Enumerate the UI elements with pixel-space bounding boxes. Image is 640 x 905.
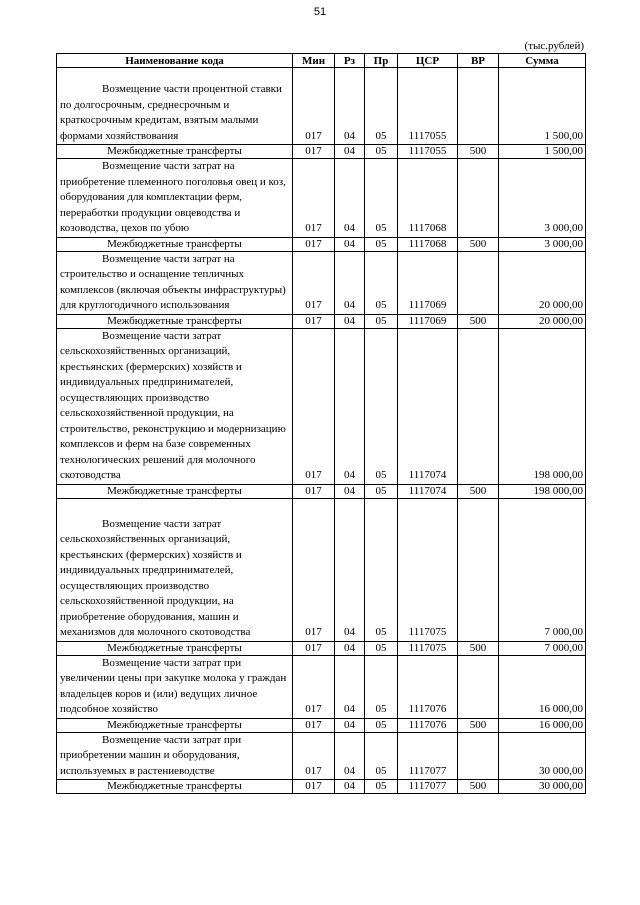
table-row xyxy=(57,68,586,145)
row-name: Межбюджетные трансферты xyxy=(57,314,293,328)
row-sum: 7 000,00 xyxy=(499,641,586,655)
row-pr: 05 xyxy=(365,251,398,314)
row-vr: 500 xyxy=(458,484,499,498)
row-pr: 05 xyxy=(365,328,398,484)
row-csr: 1117076 xyxy=(398,718,458,732)
row-sum: 16 000,00 xyxy=(499,655,586,718)
row-name-text: Возмещение части затрат при увеличении цены при закупке молока у граждан владельцев коров и (или) ведущих личное подсобное хозяйство xyxy=(60,656,287,715)
table-row xyxy=(57,498,586,641)
row-csr: 1117069 xyxy=(398,314,458,328)
row-rz: 04 xyxy=(335,498,365,641)
row-rz: 04 xyxy=(335,655,365,718)
row-csr: 1117076 xyxy=(398,655,458,718)
row-name-text: Возмещение части затрат при приобретении машин и оборудования, используемых в растениеводстве xyxy=(60,733,242,777)
row-vr: 500 xyxy=(458,237,499,251)
row-min: 017 xyxy=(293,251,335,314)
row-csr: 1117055 xyxy=(398,145,458,159)
table-row xyxy=(57,655,586,718)
row-vr xyxy=(458,655,499,718)
row-pr: 05 xyxy=(365,237,398,251)
table-row xyxy=(57,328,586,484)
row-csr: 1117074 xyxy=(398,328,458,484)
table-row xyxy=(57,314,586,328)
table-row xyxy=(57,159,586,238)
row-name-text: Возмещение части затрат сельскохозяйственных организаций, крестьянских (фермерских) хозяйств и индивидуальных предпринимателей, осуществляющих производство сельскохозяйственной продукции, на приобретение оборудования, машин и механизмов для молочного скотоводства xyxy=(60,517,251,638)
row-name: Межбюджетные трансферты xyxy=(57,484,293,498)
row-name: Межбюджетные трансферты xyxy=(57,718,293,732)
row-sum: 198 000,00 xyxy=(499,328,586,484)
row-rz: 04 xyxy=(335,145,365,159)
row-rz: 04 xyxy=(335,314,365,328)
row-pr: 05 xyxy=(365,780,398,794)
row-rz: 04 xyxy=(335,328,365,484)
header-name: Наименование кода xyxy=(57,54,293,68)
budget-table xyxy=(56,53,586,794)
row-csr: 1117077 xyxy=(398,732,458,780)
row-name: Межбюджетные трансферты xyxy=(57,780,293,794)
row-sum: 1 500,00 xyxy=(499,68,586,145)
row-min: 017 xyxy=(293,641,335,655)
table-header-row xyxy=(57,54,586,68)
header-min: Мин xyxy=(293,54,335,68)
row-pr: 05 xyxy=(365,655,398,718)
row-vr xyxy=(458,159,499,238)
row-pr: 05 xyxy=(365,159,398,238)
row-name-text: Возмещение части процентной ставки по долгосрочным, среднесрочным и краткосрочным кредитам, взятым малыми формами хозяйствования xyxy=(60,83,282,142)
row-pr: 05 xyxy=(365,718,398,732)
row-vr xyxy=(458,251,499,314)
row-vr: 500 xyxy=(458,314,499,328)
row-sum: 20 000,00 xyxy=(499,251,586,314)
row-rz: 04 xyxy=(335,237,365,251)
row-name xyxy=(57,732,293,780)
row-sum: 20 000,00 xyxy=(499,314,586,328)
table-row xyxy=(57,237,586,251)
row-min: 017 xyxy=(293,780,335,794)
row-name: Межбюджетные трансферты xyxy=(57,237,293,251)
row-sum: 198 000,00 xyxy=(499,484,586,498)
table-row xyxy=(57,145,586,159)
row-pr: 05 xyxy=(365,68,398,145)
table-row xyxy=(57,484,586,498)
header-rz: Рз xyxy=(335,54,365,68)
row-min: 017 xyxy=(293,655,335,718)
units-label: (тыс.рублей) xyxy=(524,40,584,52)
row-name-text: Возмещение части затрат сельскохозяйственных организаций, крестьянских (фермерских) хозяйств и индивидуальных предпринимателей, осуществляющих производство сельскохозяйственной продукции, на строительство, реконструкцию и модернизацию комплексов и ферм на базе современных технологических решений для молочного скотоводства xyxy=(60,329,286,481)
table-row xyxy=(57,718,586,732)
row-rz: 04 xyxy=(335,780,365,794)
row-name-text: Возмещение части затрат на приобретение племенного поголовья овец и коз, оборудования для комплектации ферм, переработки продукции овцеводства и козоводства, цехов по убою xyxy=(60,160,286,234)
row-csr: 1117055 xyxy=(398,68,458,145)
row-name xyxy=(57,328,293,484)
row-csr: 1117075 xyxy=(398,641,458,655)
row-sum: 3 000,00 xyxy=(499,159,586,238)
row-min: 017 xyxy=(293,328,335,484)
row-rz: 04 xyxy=(335,68,365,145)
header-vr: ВР xyxy=(458,54,499,68)
row-pr: 05 xyxy=(365,314,398,328)
row-min: 017 xyxy=(293,237,335,251)
row-vr xyxy=(458,328,499,484)
row-csr: 1117077 xyxy=(398,780,458,794)
row-sum: 30 000,00 xyxy=(499,732,586,780)
row-sum: 3 000,00 xyxy=(499,237,586,251)
row-name-text: Возмещение части затрат на строительство и оснащение тепличных комплексов (включая объекты инфраструктуры) для круглогодичного использования xyxy=(60,252,286,311)
row-vr: 500 xyxy=(458,641,499,655)
row-pr: 05 xyxy=(365,732,398,780)
header-sum: Сумма xyxy=(499,54,586,68)
row-sum: 16 000,00 xyxy=(499,718,586,732)
row-min: 017 xyxy=(293,498,335,641)
row-min: 017 xyxy=(293,732,335,780)
row-min: 017 xyxy=(293,145,335,159)
header-csr: ЦСР xyxy=(398,54,458,68)
row-name xyxy=(57,251,293,314)
header-pr: Пр xyxy=(365,54,398,68)
row-vr xyxy=(458,68,499,145)
row-name: Межбюджетные трансферты xyxy=(57,641,293,655)
row-sum: 1 500,00 xyxy=(499,145,586,159)
row-csr: 1117068 xyxy=(398,159,458,238)
row-sum: 7 000,00 xyxy=(499,498,586,641)
row-pr: 05 xyxy=(365,484,398,498)
page-number: 51 xyxy=(313,6,327,18)
row-vr: 500 xyxy=(458,780,499,794)
table-row xyxy=(57,780,586,794)
row-vr: 500 xyxy=(458,718,499,732)
row-sum: 30 000,00 xyxy=(499,780,586,794)
row-min: 017 xyxy=(293,68,335,145)
row-vr: 500 xyxy=(458,145,499,159)
row-name xyxy=(57,159,293,238)
row-csr: 1117069 xyxy=(398,251,458,314)
row-pr: 05 xyxy=(365,498,398,641)
row-name: Межбюджетные трансферты xyxy=(57,145,293,159)
row-rz: 04 xyxy=(335,159,365,238)
row-rz: 04 xyxy=(335,641,365,655)
row-min: 017 xyxy=(293,159,335,238)
row-pr: 05 xyxy=(365,145,398,159)
row-min: 017 xyxy=(293,484,335,498)
row-pr: 05 xyxy=(365,641,398,655)
row-rz: 04 xyxy=(335,732,365,780)
row-name xyxy=(57,498,293,641)
row-csr: 1117075 xyxy=(398,498,458,641)
row-vr xyxy=(458,732,499,780)
row-name xyxy=(57,655,293,718)
table-row xyxy=(57,251,586,314)
row-csr: 1117068 xyxy=(398,237,458,251)
row-csr: 1117074 xyxy=(398,484,458,498)
row-rz: 04 xyxy=(335,251,365,314)
row-rz: 04 xyxy=(335,484,365,498)
table-row xyxy=(57,641,586,655)
row-rz: 04 xyxy=(335,718,365,732)
table-row xyxy=(57,732,586,780)
row-vr xyxy=(458,498,499,641)
row-name xyxy=(57,68,293,145)
row-min: 017 xyxy=(293,718,335,732)
row-min: 017 xyxy=(293,314,335,328)
